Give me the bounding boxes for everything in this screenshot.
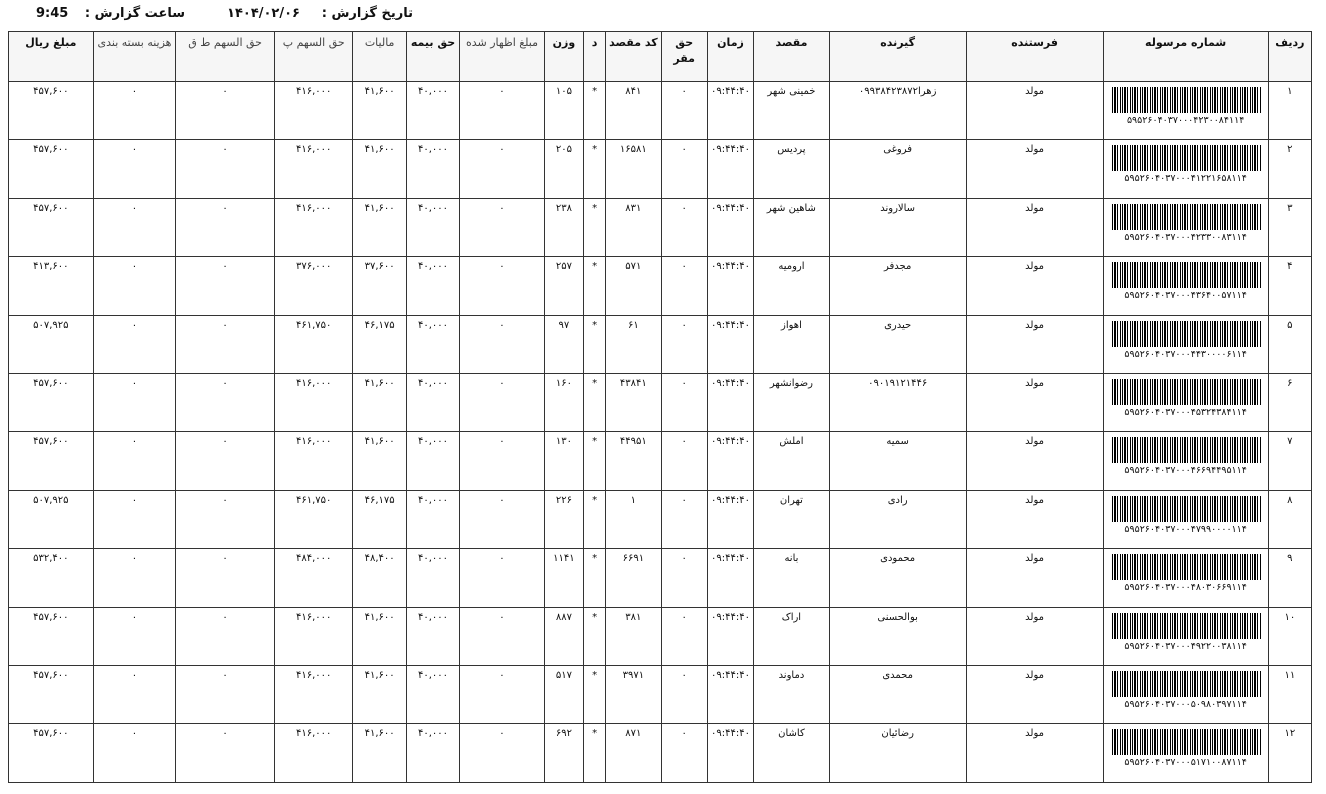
table-row bbox=[9, 607, 1312, 665]
total-rial-cell: ۴۱۳,۶۰۰ bbox=[9, 257, 94, 315]
col-insurance: حق بیمه bbox=[406, 32, 459, 82]
destination-code-cell: ۵۷۱ bbox=[606, 257, 661, 315]
tracking-number-text: ۵۹۵۲۶۰۴۰۳۷۰۰۰۵۱۷۱۰۰۸۷۱۱۴ bbox=[1124, 757, 1247, 769]
sender-cell: مولد bbox=[966, 374, 1103, 432]
packing-cost-cell: ۰ bbox=[93, 549, 176, 607]
barcode-image bbox=[1112, 496, 1262, 522]
share-p-cell: ۳۷۶,۰۰۰ bbox=[274, 257, 353, 315]
destination-cell: بانه bbox=[754, 549, 830, 607]
d-cell: * bbox=[584, 549, 606, 607]
table-row bbox=[9, 140, 1312, 198]
insurance-cell: ۴۰,۰۰۰ bbox=[406, 315, 459, 373]
row-number-cell: ۷ bbox=[1268, 432, 1311, 490]
barcode-image bbox=[1112, 262, 1262, 288]
sender-cell: مولد bbox=[966, 724, 1103, 783]
time-cell: ۰۹:۴۴:۴۰ bbox=[707, 490, 753, 548]
tracking-number-cell bbox=[1103, 140, 1268, 198]
tracking-number-cell bbox=[1103, 432, 1268, 490]
declared-amount-cell: ۰ bbox=[460, 198, 545, 256]
d-cell: * bbox=[584, 374, 606, 432]
haq-maqar-cell: ۰ bbox=[661, 607, 707, 665]
tracking-number-text: ۵۹۵۲۶۰۴۰۳۷۰۰۰۴۶۶۹۴۴۹۵۱۱۴ bbox=[1124, 465, 1247, 477]
share-p-cell: ۴۱۶,۰۰۰ bbox=[274, 82, 353, 140]
share-p-cell: ۴۶۱,۷۵۰ bbox=[274, 315, 353, 373]
packing-cost-cell: ۰ bbox=[93, 374, 176, 432]
tracking-number-text: ۵۹۵۲۶۰۴۰۳۷۰۰۰۴۷۹۹۰۰۰۰۱۱۴ bbox=[1124, 523, 1247, 535]
tracking-number-text: ۵۹۵۲۶۰۴۰۳۷۰۰۰۴۹۲۲۰۰۳۸۱۱۴ bbox=[1124, 640, 1247, 652]
destination-code-cell: ۱ bbox=[606, 490, 661, 548]
time-cell: ۰۹:۴۴:۴۰ bbox=[707, 198, 753, 256]
weight-cell: ۲۲۶ bbox=[544, 490, 583, 548]
col-d: د bbox=[584, 32, 606, 82]
report-date: ۱۴۰۴/۰۲/۰۶ bbox=[227, 6, 300, 21]
destination-cell: پردیس bbox=[754, 140, 830, 198]
time-cell: ۰۹:۴۴:۴۰ bbox=[707, 724, 753, 783]
d-cell: * bbox=[584, 607, 606, 665]
total-rial-cell: ۴۵۷,۶۰۰ bbox=[9, 666, 94, 724]
destination-cell: ارومیه bbox=[754, 257, 830, 315]
col-weight: وزن bbox=[544, 32, 583, 82]
packing-cost-cell: ۰ bbox=[93, 140, 176, 198]
share-p-cell: ۴۶۱,۷۵۰ bbox=[274, 490, 353, 548]
declared-amount-cell: ۰ bbox=[460, 490, 545, 548]
packing-cost-cell: ۰ bbox=[93, 315, 176, 373]
declared-amount-cell: ۰ bbox=[460, 374, 545, 432]
insurance-cell: ۴۰,۰۰۰ bbox=[406, 666, 459, 724]
insurance-cell: ۴۰,۰۰۰ bbox=[406, 374, 459, 432]
destination-code-cell: ۴۳۸۴۱ bbox=[606, 374, 661, 432]
receiver-cell: سمیه bbox=[829, 432, 966, 490]
weight-cell: ۲۳۸ bbox=[544, 198, 583, 256]
tax-cell: ۴۶,۱۷۵ bbox=[353, 490, 406, 548]
destination-code-cell: ۸۷۱ bbox=[606, 724, 661, 783]
destination-code-cell: ۳۹۷۱ bbox=[606, 666, 661, 724]
weight-cell: ۵۱۷ bbox=[544, 666, 583, 724]
packing-cost-cell: ۰ bbox=[93, 490, 176, 548]
sender-cell: مولد bbox=[966, 549, 1103, 607]
receiver-cell: رضائیان bbox=[829, 724, 966, 783]
col-packing-cost: هزینه بسته بندی bbox=[93, 32, 176, 82]
time-cell: ۰۹:۴۴:۴۰ bbox=[707, 140, 753, 198]
d-cell: * bbox=[584, 490, 606, 548]
sender-cell: مولد bbox=[966, 490, 1103, 548]
tracking-number-text: ۵۹۵۲۶۰۴۰۳۷۰۰۰۴۲۳۰۰۸۴۱۱۴ bbox=[1126, 115, 1245, 126]
tracking-number-cell bbox=[1103, 315, 1268, 373]
col-share-p: حق السهم پ bbox=[274, 32, 353, 82]
insurance-cell: ۴۰,۰۰۰ bbox=[406, 140, 459, 198]
tracking-number-text: ۵۹۵۲۶۰۴۰۳۷۰۰۰۴۱۲۲۱۶۵۸۱۱۴ bbox=[1124, 173, 1247, 185]
declared-amount-cell: ۰ bbox=[460, 257, 545, 315]
table-row bbox=[9, 374, 1312, 432]
insurance-cell: ۴۰,۰۰۰ bbox=[406, 549, 459, 607]
sender-cell: مولد bbox=[966, 607, 1103, 665]
total-rial-cell: ۴۵۷,۶۰۰ bbox=[9, 432, 94, 490]
time-cell: ۰۹:۴۴:۴۰ bbox=[707, 607, 753, 665]
sender-cell: مولد bbox=[966, 198, 1103, 256]
d-cell: * bbox=[584, 432, 606, 490]
haq-maqar-cell: ۰ bbox=[661, 198, 707, 256]
tax-cell: ۴۱,۶۰۰ bbox=[353, 724, 406, 783]
weight-cell: ۱۶۰ bbox=[544, 374, 583, 432]
total-rial-cell: ۴۵۷,۶۰۰ bbox=[9, 82, 94, 140]
col-share-tq: حق السهم ط ق bbox=[176, 32, 275, 82]
time-cell: ۰۹:۴۴:۴۰ bbox=[707, 374, 753, 432]
destination-code-cell: ۶۱ bbox=[606, 315, 661, 373]
d-cell: * bbox=[584, 315, 606, 373]
table-row bbox=[9, 724, 1312, 783]
table-header-row bbox=[9, 32, 1312, 82]
sender-cell: مولد bbox=[966, 82, 1103, 140]
tax-cell: ۴۱,۶۰۰ bbox=[353, 82, 406, 140]
share-p-cell: ۴۱۶,۰۰۰ bbox=[274, 432, 353, 490]
haq-maqar-cell: ۰ bbox=[661, 666, 707, 724]
haq-maqar-cell: ۰ bbox=[661, 432, 707, 490]
tracking-number-cell bbox=[1103, 198, 1268, 256]
tracking-number-cell bbox=[1103, 724, 1268, 783]
table-row bbox=[9, 666, 1312, 724]
haq-maqar-cell: ۰ bbox=[661, 257, 707, 315]
receiver-cell: فروغی bbox=[829, 140, 966, 198]
time-cell: ۰۹:۴۴:۴۰ bbox=[707, 549, 753, 607]
total-rial-cell: ۴۵۷,۶۰۰ bbox=[9, 140, 94, 198]
tax-cell: ۳۷,۶۰۰ bbox=[353, 257, 406, 315]
barcode-image bbox=[1112, 321, 1262, 347]
table-row bbox=[9, 198, 1312, 256]
insurance-cell: ۴۰,۰۰۰ bbox=[406, 490, 459, 548]
destination-code-cell: ۸۳۱ bbox=[606, 198, 661, 256]
table-row bbox=[9, 490, 1312, 548]
share-tq-cell: ۰ bbox=[176, 666, 275, 724]
receiver-cell: محمدی bbox=[829, 666, 966, 724]
destination-cell: شاهین شهر bbox=[754, 198, 830, 256]
tracking-number-text: ۵۹۵۲۶۰۴۰۳۷۰۰۰۵۰۹۸۰۳۹۷۱۱۴ bbox=[1124, 699, 1247, 711]
share-p-cell: ۴۱۶,۰۰۰ bbox=[274, 666, 353, 724]
row-number-cell: ۸ bbox=[1268, 490, 1311, 548]
haq-maqar-cell: ۰ bbox=[661, 140, 707, 198]
sender-cell: مولد bbox=[966, 140, 1103, 198]
share-tq-cell: ۰ bbox=[176, 432, 275, 490]
weight-cell: ۲۰۵ bbox=[544, 140, 583, 198]
time-cell: ۰۹:۴۴:۴۰ bbox=[707, 432, 753, 490]
sender-cell: مولد bbox=[966, 315, 1103, 373]
receiver-cell: بوالحسنی bbox=[829, 607, 966, 665]
col-declared-amount: مبلغ اظهار شده bbox=[460, 32, 545, 82]
packing-cost-cell: ۰ bbox=[93, 257, 176, 315]
tracking-number-cell bbox=[1103, 549, 1268, 607]
share-tq-cell: ۰ bbox=[176, 374, 275, 432]
barcode-image bbox=[1112, 671, 1262, 697]
share-tq-cell: ۰ bbox=[176, 724, 275, 783]
packing-cost-cell: ۰ bbox=[93, 607, 176, 665]
haq-maqar-cell: ۰ bbox=[661, 490, 707, 548]
receiver-cell: سالاروند bbox=[829, 198, 966, 256]
row-number-cell: ۳ bbox=[1268, 198, 1311, 256]
weight-cell: ۹۷ bbox=[544, 315, 583, 373]
share-tq-cell: ۰ bbox=[176, 198, 275, 256]
time-cell: ۰۹:۴۴:۴۰ bbox=[707, 315, 753, 373]
destination-code-cell: ۶۶۹۱ bbox=[606, 549, 661, 607]
tracking-number-cell bbox=[1103, 666, 1268, 724]
row-number-cell: ۲ bbox=[1268, 140, 1311, 198]
receiver-cell: حیدری bbox=[829, 315, 966, 373]
insurance-cell: ۴۰,۰۰۰ bbox=[406, 724, 459, 783]
col-sender: فرستنده bbox=[966, 32, 1103, 82]
total-rial-cell: ۵۰۷,۹۲۵ bbox=[9, 315, 94, 373]
col-destination: مقصد bbox=[754, 32, 830, 82]
share-tq-cell: ۰ bbox=[176, 257, 275, 315]
destination-cell: تهران bbox=[754, 490, 830, 548]
packing-cost-cell: ۰ bbox=[93, 198, 176, 256]
weight-cell: ۱۳۰ bbox=[544, 432, 583, 490]
barcode-image bbox=[1112, 87, 1262, 113]
tracking-number-text: ۵۹۵۲۶۰۴۰۳۷۰۰۰۴۴۳۰۰۰۰۶۱۱۴ bbox=[1124, 348, 1247, 360]
total-rial-cell: ۴۵۷,۶۰۰ bbox=[9, 607, 94, 665]
weight-cell: ۶۹۲ bbox=[544, 724, 583, 783]
destination-cell: اهواز bbox=[754, 315, 830, 373]
declared-amount-cell: ۰ bbox=[460, 140, 545, 198]
report-date-label: تاریخ گزارش : bbox=[321, 6, 413, 21]
receiver-cell: ۰۹۰۱۹۱۲۱۴۴۶ bbox=[829, 374, 966, 432]
col-receiver: گیرنده bbox=[829, 32, 966, 82]
destination-cell: کاشان bbox=[754, 724, 830, 783]
insurance-cell: ۴۰,۰۰۰ bbox=[406, 257, 459, 315]
weight-cell: ۲۵۷ bbox=[544, 257, 583, 315]
tax-cell: ۴۱,۶۰۰ bbox=[353, 140, 406, 198]
col-total-rial: مبلغ ریال bbox=[9, 32, 94, 82]
barcode-image bbox=[1112, 613, 1262, 639]
row-number-cell: ۵ bbox=[1268, 315, 1311, 373]
share-p-cell: ۴۱۶,۰۰۰ bbox=[274, 607, 353, 665]
insurance-cell: ۴۰,۰۰۰ bbox=[406, 198, 459, 256]
tax-cell: ۴۶,۱۷۵ bbox=[353, 315, 406, 373]
barcode-image bbox=[1112, 437, 1262, 463]
row-number-cell: ۹ bbox=[1268, 549, 1311, 607]
tax-cell: ۴۱,۶۰۰ bbox=[353, 432, 406, 490]
d-cell: * bbox=[584, 82, 606, 140]
tracking-number-cell bbox=[1103, 490, 1268, 548]
haq-maqar-cell: ۰ bbox=[661, 724, 707, 783]
haq-maqar-cell: ۰ bbox=[661, 315, 707, 373]
time-cell: ۰۹:۴۴:۴۰ bbox=[707, 666, 753, 724]
row-number-cell: ۱۱ bbox=[1268, 666, 1311, 724]
d-cell: * bbox=[584, 724, 606, 783]
total-rial-cell: ۵۳۲,۴۰۰ bbox=[9, 549, 94, 607]
receiver-cell: رادی bbox=[829, 490, 966, 548]
tracking-number-cell bbox=[1103, 374, 1268, 432]
declared-amount-cell: ۰ bbox=[460, 82, 545, 140]
share-tq-cell: ۰ bbox=[176, 82, 275, 140]
barcode-image bbox=[1112, 554, 1262, 580]
tracking-number-text: ۵۹۵۲۶۰۴۰۳۷۰۰۰۴۳۶۴۰۰۵۷۱۱۴ bbox=[1124, 290, 1247, 302]
receiver-cell: محمودی bbox=[829, 549, 966, 607]
total-rial-cell: ۴۵۷,۶۰۰ bbox=[9, 198, 94, 256]
tax-cell: ۴۱,۶۰۰ bbox=[353, 374, 406, 432]
haq-maqar-cell: ۰ bbox=[661, 82, 707, 140]
weight-cell: ۱۰۵ bbox=[544, 82, 583, 140]
declared-amount-cell: ۰ bbox=[460, 432, 545, 490]
barcode-image bbox=[1112, 729, 1262, 755]
barcode-image bbox=[1112, 379, 1262, 405]
col-destination-code: کد مقصد bbox=[606, 32, 661, 82]
destination-cell: رضوانشهر bbox=[754, 374, 830, 432]
packing-cost-cell: ۰ bbox=[93, 666, 176, 724]
total-rial-cell: ۴۵۷,۶۰۰ bbox=[9, 374, 94, 432]
col-row-number: ردیف bbox=[1268, 32, 1311, 82]
insurance-cell: ۴۰,۰۰۰ bbox=[406, 82, 459, 140]
tracking-number-text: ۵۹۵۲۶۰۴۰۳۷۰۰۰۴۲۳۳۰۰۸۳۱۱۴ bbox=[1124, 231, 1247, 243]
tax-cell: ۴۱,۶۰۰ bbox=[353, 607, 406, 665]
row-number-cell: ۱۲ bbox=[1268, 724, 1311, 783]
share-tq-cell: ۰ bbox=[176, 315, 275, 373]
destination-cell: اراک bbox=[754, 607, 830, 665]
destination-code-cell: ۸۴۱ bbox=[606, 82, 661, 140]
declared-amount-cell: ۰ bbox=[460, 666, 545, 724]
barcode-image bbox=[1112, 145, 1262, 171]
share-p-cell: ۴۱۶,۰۰۰ bbox=[274, 140, 353, 198]
share-p-cell: ۴۱۶,۰۰۰ bbox=[274, 724, 353, 783]
receiver-cell: مجدفر bbox=[829, 257, 966, 315]
share-tq-cell: ۰ bbox=[176, 140, 275, 198]
barcode-image bbox=[1112, 204, 1262, 230]
table-row bbox=[9, 257, 1312, 315]
sender-cell: مولد bbox=[966, 257, 1103, 315]
total-rial-cell: ۵۰۷,۹۲۵ bbox=[9, 490, 94, 548]
tracking-number-text: ۵۹۵۲۶۰۴۰۳۷۰۰۰۴۸۰۳۰۶۶۹۱۱۴ bbox=[1124, 582, 1247, 594]
sender-cell: مولد bbox=[966, 666, 1103, 724]
share-tq-cell: ۰ bbox=[176, 607, 275, 665]
destination-code-cell: ۳۸۱ bbox=[606, 607, 661, 665]
declared-amount-cell: ۰ bbox=[460, 549, 545, 607]
time-cell: ۰۹:۴۴:۴۰ bbox=[707, 257, 753, 315]
report-time: 9:45 bbox=[36, 6, 69, 21]
table-row bbox=[9, 82, 1312, 140]
weight-cell: ۸۸۷ bbox=[544, 607, 583, 665]
table-row bbox=[9, 432, 1312, 490]
tax-cell: ۴۱,۶۰۰ bbox=[353, 666, 406, 724]
insurance-cell: ۴۰,۰۰۰ bbox=[406, 607, 459, 665]
sender-cell: مولد bbox=[966, 432, 1103, 490]
tracking-number-cell bbox=[1103, 257, 1268, 315]
col-tracking-number: شماره مرسوله bbox=[1103, 32, 1268, 82]
packing-cost-cell: ۰ bbox=[93, 724, 176, 783]
packing-cost-cell: ۰ bbox=[93, 432, 176, 490]
d-cell: * bbox=[584, 257, 606, 315]
destination-cell: املش bbox=[754, 432, 830, 490]
col-time: زمان bbox=[707, 32, 753, 82]
destination-cell: خمینی شهر bbox=[754, 82, 830, 140]
share-p-cell: ۴۱۶,۰۰۰ bbox=[274, 198, 353, 256]
tracking-number-cell bbox=[1103, 607, 1268, 665]
row-number-cell: ۱۰ bbox=[1268, 607, 1311, 665]
report-time-label: ساعت گزارش : bbox=[84, 6, 185, 21]
d-cell: * bbox=[584, 198, 606, 256]
time-cell: ۰۹:۴۴:۴۰ bbox=[707, 82, 753, 140]
share-p-cell: ۴۱۶,۰۰۰ bbox=[274, 374, 353, 432]
haq-maqar-cell: ۰ bbox=[661, 374, 707, 432]
declared-amount-cell: ۰ bbox=[460, 607, 545, 665]
share-tq-cell: ۰ bbox=[176, 490, 275, 548]
table-row bbox=[9, 549, 1312, 607]
row-number-cell: ۱ bbox=[1268, 82, 1311, 140]
share-p-cell: ۴۸۴,۰۰۰ bbox=[274, 549, 353, 607]
total-rial-cell: ۴۵۷,۶۰۰ bbox=[9, 724, 94, 783]
row-number-cell: ۴ bbox=[1268, 257, 1311, 315]
tracking-number-text: ۵۹۵۲۶۰۴۰۳۷۰۰۰۴۵۳۲۴۳۸۴۱۱۴ bbox=[1124, 407, 1247, 419]
tax-cell: ۴۸,۴۰۰ bbox=[353, 549, 406, 607]
destination-code-cell: ۴۴۹۵۱ bbox=[606, 432, 661, 490]
haq-maqar-cell: ۰ bbox=[661, 549, 707, 607]
declared-amount-cell: ۰ bbox=[460, 315, 545, 373]
weight-cell: ۱۱۴۱ bbox=[544, 549, 583, 607]
tracking-number-cell bbox=[1103, 82, 1268, 140]
receiver-cell: زهرا۰۹۹۳۸۴۲۳۸۷۲ bbox=[829, 82, 966, 140]
insurance-cell: ۴۰,۰۰۰ bbox=[406, 432, 459, 490]
packing-cost-cell: ۰ bbox=[93, 82, 176, 140]
d-cell: * bbox=[584, 140, 606, 198]
destination-code-cell: ۱۶۵۸۱ bbox=[606, 140, 661, 198]
col-tax: مالیات bbox=[353, 32, 406, 82]
shipment-report-table bbox=[8, 31, 1312, 783]
share-tq-cell: ۰ bbox=[176, 549, 275, 607]
declared-amount-cell: ۰ bbox=[460, 724, 545, 783]
d-cell: * bbox=[584, 666, 606, 724]
tax-cell: ۴۱,۶۰۰ bbox=[353, 198, 406, 256]
table-row bbox=[9, 315, 1312, 373]
col-haq-maqar: حق مقر bbox=[661, 32, 707, 82]
row-number-cell: ۶ bbox=[1268, 374, 1311, 432]
destination-cell: دماوند bbox=[754, 666, 830, 724]
